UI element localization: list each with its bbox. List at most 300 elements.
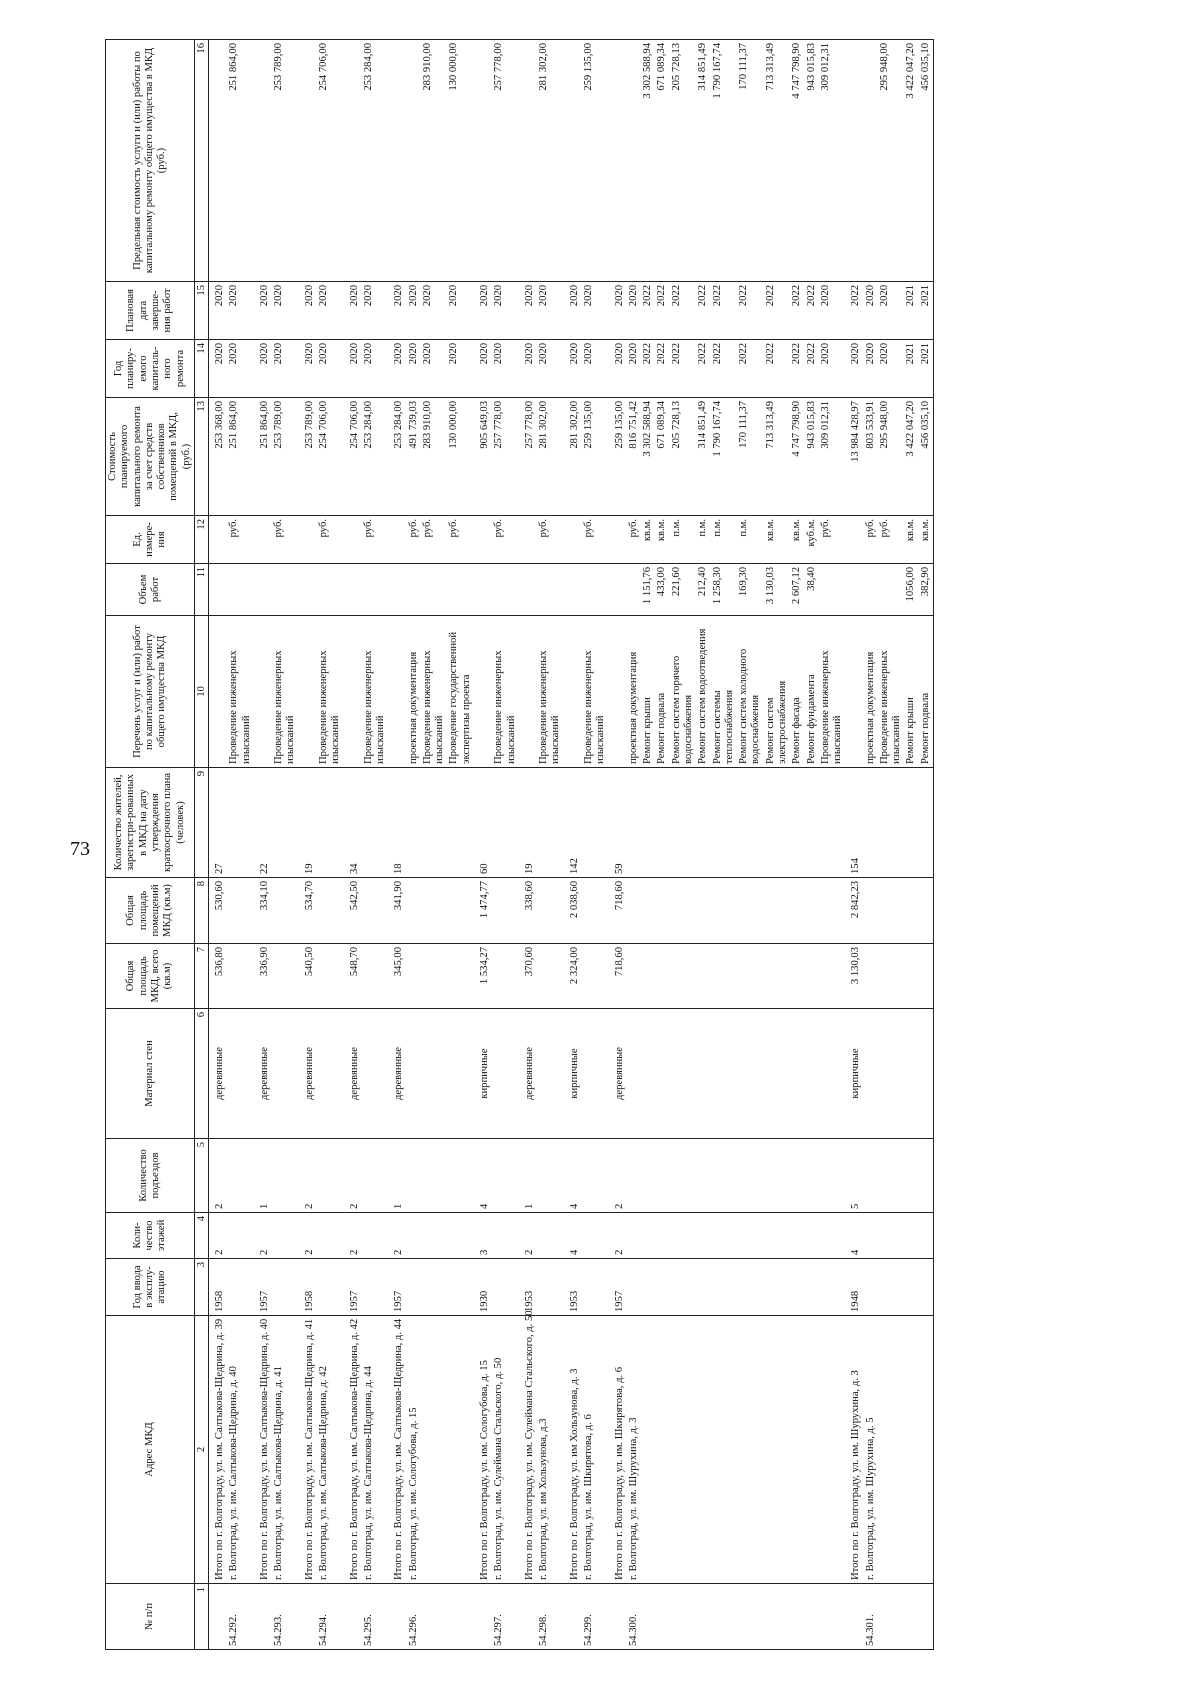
cell-entr [819, 1139, 846, 1213]
cell-limit: 251 864,00 [227, 40, 254, 282]
cell-work-text: Ремонт крыши [905, 697, 917, 764]
cell-limit: 253 789,00 [272, 40, 299, 282]
cell-plany: 2022 [805, 340, 819, 398]
cell-endy: 2020 [421, 282, 448, 340]
cell-floors [711, 1213, 738, 1259]
cell-entr [362, 1139, 389, 1213]
cell-limit [344, 40, 362, 282]
cell-work [737, 616, 764, 768]
cell-year [864, 1259, 878, 1316]
cell-year [582, 1259, 609, 1316]
cell-work-text: проектная документация [864, 651, 876, 764]
cell-res [805, 768, 819, 878]
cell-limit: 1 790 167,74 [711, 40, 738, 282]
cell-plany: 2020 [878, 340, 905, 398]
cell-area [711, 944, 738, 1009]
cell-plany: 2020 [344, 340, 362, 398]
cell-floors [537, 1213, 564, 1259]
cell-addr [388, 1316, 406, 1584]
cell-work-text: Проведение инженерных изысканий [421, 650, 446, 764]
cell-unit: руб. [421, 516, 448, 564]
cell-mat [362, 1009, 389, 1139]
cell-floors [904, 1213, 918, 1259]
cell-res [764, 768, 791, 878]
cell-parea [407, 878, 421, 944]
cell-res: 19 [299, 768, 317, 878]
cell-mat [878, 1009, 905, 1139]
cell-cost: 671 089,34 [655, 398, 669, 516]
cell-unit: руб. [492, 516, 519, 564]
cell-num [737, 1584, 764, 1650]
cell-year [904, 1259, 918, 1316]
cell-parea [819, 878, 846, 944]
cell-area [537, 944, 564, 1009]
cell-area [764, 944, 791, 1009]
cell-mat [764, 1009, 791, 1139]
cell-endy: 2022 [790, 282, 804, 340]
page-number: 73 [70, 838, 90, 860]
cell-endy: 2021 [904, 282, 918, 340]
cell-floors [421, 1213, 448, 1259]
cell-cost: 283 910,00 [421, 398, 448, 516]
cell-addr [254, 1316, 272, 1584]
cell-entr [711, 1139, 738, 1213]
cell-work [317, 616, 344, 768]
cell-year [670, 1259, 697, 1316]
header-cell: Плановая дата заверше-ния работ [106, 282, 195, 340]
cell-addr [805, 1316, 819, 1584]
cell-limit: 314 851,49 [696, 40, 710, 282]
cell-area [864, 944, 878, 1009]
cell-plany: 2022 [696, 340, 710, 398]
cell-addr-text: Итого по г. Волгограду, ул. им Хользунова, д. 3 [568, 1368, 580, 1580]
cell-limit: 130 000,00 [447, 40, 474, 282]
cell-endy: 2020 [407, 282, 421, 340]
cell-plany: 2020 [582, 340, 609, 398]
cell-limit: 4 747 798,90 [790, 40, 804, 282]
cell-limit [407, 40, 421, 282]
cell-mat [790, 1009, 804, 1139]
cell-limit [519, 40, 537, 282]
cell-addr [655, 1316, 669, 1584]
cell-floors [670, 1213, 697, 1259]
cell-vol: 212,40 [696, 564, 710, 616]
cell-entr [421, 1139, 448, 1213]
cell-work-text: Проведение инженерных изысканий [538, 650, 562, 764]
cell-work [696, 616, 710, 768]
cell-parea [919, 878, 934, 944]
cell-year: 1957 [254, 1259, 272, 1316]
cell-unit: руб. [227, 516, 254, 564]
table-row [670, 40, 697, 1650]
cell-unit [208, 516, 227, 564]
cell-addr-text: г. Волгоград, ул. им. Сулеймана Стальского, д. 50 [493, 1357, 505, 1580]
cell-limit [474, 40, 492, 282]
cell-work-text: Ремонт систем водоотведения [697, 628, 709, 764]
cell-res [492, 768, 519, 878]
cell-limit: 281 302,00 [537, 40, 564, 282]
cell-parea: 534,70 [299, 878, 317, 944]
cell-unit: руб. [819, 516, 846, 564]
cell-work-text: Ремонт систем горячего водоснабжения [670, 655, 694, 764]
cell-entr: 1 [254, 1139, 272, 1213]
cell-vol [254, 564, 272, 616]
header-cell: Перечень услуг и (или) работ по капитальному ремонту общего имущества МКД [106, 616, 195, 768]
cell-num: 54.294. [317, 1584, 344, 1650]
cell-work-text: Проведение инженерных изысканий [317, 650, 342, 764]
cell-year [537, 1259, 564, 1316]
table-row [227, 40, 254, 1650]
cell-cost: 281 302,00 [564, 398, 582, 516]
cell-limit: 170 111,37 [737, 40, 764, 282]
table-row [272, 40, 299, 1650]
cell-addr [627, 1316, 641, 1584]
cell-area: 548,70 [344, 944, 362, 1009]
cell-res [711, 768, 738, 878]
cell-mat [582, 1009, 609, 1139]
cell-floors [819, 1213, 846, 1259]
cell-unit: кв.м. [919, 516, 934, 564]
cell-endy: 2020 [864, 282, 878, 340]
cell-plany: 2020 [564, 340, 582, 398]
cell-parea [655, 878, 669, 944]
cell-vol: 169,30 [737, 564, 764, 616]
cell-work [819, 616, 846, 768]
cell-unit: п.м. [711, 516, 738, 564]
cell-res: 22 [254, 768, 272, 878]
cell-unit: кв.м. [641, 516, 655, 564]
cell-res: 142 [564, 768, 582, 878]
cell-year: 1930 [474, 1259, 492, 1316]
cell-work [299, 616, 317, 768]
cell-plany: 2020 [519, 340, 537, 398]
cell-addr-text: Итого по г. Волгограду, ул. им. Сологубова, д. 15 [479, 1360, 491, 1580]
cell-mat [407, 1009, 421, 1139]
cell-year: 1953 [564, 1259, 582, 1316]
cell-cost: 4 747 798,90 [790, 398, 804, 516]
cell-work [790, 616, 804, 768]
cell-entr [790, 1139, 804, 1213]
cell-addr [407, 1316, 421, 1584]
cell-work [655, 616, 669, 768]
cell-unit [609, 516, 627, 564]
cell-entr [696, 1139, 710, 1213]
cell-year [447, 1259, 474, 1316]
table-row [582, 40, 609, 1650]
cell-entr: 4 [474, 1139, 492, 1213]
cell-endy: 2020 [627, 282, 641, 340]
table-row [737, 40, 764, 1650]
cell-unit: руб. [878, 516, 905, 564]
cell-work [421, 616, 448, 768]
cell-work-text: Проведение инженерных изысканий [878, 650, 903, 764]
cell-floors: 2 [609, 1213, 627, 1259]
cell-area: 3 130,03 [845, 944, 863, 1009]
cell-entr [655, 1139, 669, 1213]
cell-work [805, 616, 819, 768]
cell-addr [582, 1316, 609, 1584]
cell-floors: 2 [344, 1213, 362, 1259]
cell-res [537, 768, 564, 878]
cell-addr [272, 1316, 299, 1584]
cell-addr [878, 1316, 905, 1584]
cell-cost: 251 864,00 [254, 398, 272, 516]
cell-endy: 2020 [272, 282, 299, 340]
cell-mat: кирпичные [845, 1009, 863, 1139]
cell-unit: куб.м. [805, 516, 819, 564]
cell-num [641, 1584, 655, 1650]
table-row [537, 40, 564, 1650]
cell-vol [388, 564, 406, 616]
cell-vol [878, 564, 905, 616]
column-number-row [194, 40, 208, 1650]
cell-work-text: Проведение инженерных изысканий [583, 650, 607, 764]
cell-cost: 253 368,00 [208, 398, 227, 516]
cell-addr [492, 1316, 519, 1584]
cell-limit: 3 422 047,20 [904, 40, 918, 282]
cell-plany: 2022 [711, 340, 738, 398]
cell-endy: 2020 [537, 282, 564, 340]
total-row [519, 40, 537, 1650]
cell-plany: 2022 [764, 340, 791, 398]
cell-addr [362, 1316, 389, 1584]
cell-work [864, 616, 878, 768]
cell-addr-text: г. Волгоград, ул. им. Салтыкова-Щедрина, д. 40 [228, 1366, 240, 1580]
cell-floors [641, 1213, 655, 1259]
cell-entr [407, 1139, 421, 1213]
cell-work-text: Ремонт подвала [919, 692, 931, 764]
cell-parea [790, 878, 804, 944]
cell-plany: 2022 [641, 340, 655, 398]
cell-area [447, 944, 474, 1009]
table-row [764, 40, 791, 1650]
cell-year [407, 1259, 421, 1316]
cell-floors: 2 [388, 1213, 406, 1259]
cell-num [670, 1584, 697, 1650]
cell-endy: 2020 [519, 282, 537, 340]
cell-unit [519, 516, 537, 564]
cell-work [537, 616, 564, 768]
cell-floors [790, 1213, 804, 1259]
cell-limit [208, 40, 227, 282]
header-cell: Адрес МКД [106, 1316, 195, 1584]
cell-res [670, 768, 697, 878]
cell-parea [492, 878, 519, 944]
column-number-cell: 9 [194, 768, 208, 878]
cell-cost: 205 728,13 [670, 398, 697, 516]
cell-entr: 4 [564, 1139, 582, 1213]
cell-addr-text: г. Волгоград, ул. им. Салтыкова-Щедрина, д. 42 [317, 1366, 329, 1580]
cell-vol [407, 564, 421, 616]
cell-entr [317, 1139, 344, 1213]
cell-work [344, 616, 362, 768]
cell-parea [904, 878, 918, 944]
header-cell: Количество жителей, зарегистри-рованных в МКД на дату утверждения краткосрочного плана (человек) [106, 768, 195, 878]
cell-res [904, 768, 918, 878]
cell-mat [904, 1009, 918, 1139]
cell-vol [272, 564, 299, 616]
cell-parea [878, 878, 905, 944]
cell-res [407, 768, 421, 878]
cell-endy: 2022 [655, 282, 669, 340]
cell-res [317, 768, 344, 878]
cell-mat [492, 1009, 519, 1139]
cell-area: 1 534,27 [474, 944, 492, 1009]
cell-floors: 2 [299, 1213, 317, 1259]
cell-mat: деревянные [609, 1009, 627, 1139]
cell-work [904, 616, 918, 768]
cell-plany: 2020 [388, 340, 406, 398]
cell-work [878, 616, 905, 768]
cell-vol [317, 564, 344, 616]
cell-work-text: проектная документация [407, 651, 419, 764]
cell-work [845, 616, 863, 768]
cell-parea [670, 878, 697, 944]
cell-vol [519, 564, 537, 616]
cell-mat: кирпичные [474, 1009, 492, 1139]
cell-area [790, 944, 804, 1009]
cell-addr [845, 1316, 863, 1584]
cell-addr-text: г. Волгоград, ул. им. Салтыкова-Щедрина, д. 44 [362, 1366, 374, 1580]
cell-work [627, 616, 641, 768]
cell-plany: 2022 [655, 340, 669, 398]
cell-res [582, 768, 609, 878]
cell-res [627, 768, 641, 878]
cell-floors [919, 1213, 934, 1259]
cell-mat [919, 1009, 934, 1139]
cell-plany: 2020 [537, 340, 564, 398]
cell-limit: 671 089,34 [655, 40, 669, 282]
cell-res [864, 768, 878, 878]
cell-floors: 3 [474, 1213, 492, 1259]
cell-vol: 221,60 [670, 564, 697, 616]
cell-num [474, 1584, 492, 1650]
cell-parea: 338,60 [519, 878, 537, 944]
cell-num [878, 1584, 905, 1650]
cell-vol [362, 564, 389, 616]
cell-area [582, 944, 609, 1009]
total-row [564, 40, 582, 1650]
cell-num [519, 1584, 537, 1650]
cell-floors [492, 1213, 519, 1259]
cell-num [790, 1584, 804, 1650]
cell-parea [227, 878, 254, 944]
cell-addr [317, 1316, 344, 1584]
cell-parea [696, 878, 710, 944]
cell-cost: 295 948,00 [878, 398, 905, 516]
column-number-cell: 6 [194, 1009, 208, 1139]
cell-cost: 309 012,31 [819, 398, 846, 516]
cell-work-text: Ремонт крыши [642, 697, 654, 764]
cell-vol: 3 130,03 [764, 564, 791, 616]
cell-unit: руб. [864, 516, 878, 564]
cell-limit [388, 40, 406, 282]
cell-unit: п.м. [670, 516, 697, 564]
cell-year [819, 1259, 846, 1316]
cell-num [819, 1584, 846, 1650]
cell-vol: 1056,00 [904, 564, 918, 616]
cell-floors [582, 1213, 609, 1259]
table-row [407, 40, 421, 1650]
cell-res: 18 [388, 768, 406, 878]
cell-year [362, 1259, 389, 1316]
cell-mat [696, 1009, 710, 1139]
cell-res: 154 [845, 768, 863, 878]
cell-endy: 2020 [474, 282, 492, 340]
cell-plany: 2020 [254, 340, 272, 398]
cell-work-text: Проведение инженерных изысканий [493, 650, 517, 764]
cell-plany: 2021 [919, 340, 934, 398]
total-row [845, 40, 863, 1650]
cell-vol [344, 564, 362, 616]
cell-endy: 2022 [641, 282, 655, 340]
cell-plany: 2020 [362, 340, 389, 398]
cell-cost: 1 790 167,74 [711, 398, 738, 516]
header-cell: Объем работ [106, 564, 195, 616]
cell-entr [537, 1139, 564, 1213]
cell-unit [299, 516, 317, 564]
cell-num [655, 1584, 669, 1650]
total-row [299, 40, 317, 1650]
cell-entr: 2 [344, 1139, 362, 1213]
cell-work-text: Ремонт систем холодного водоснабжения [738, 648, 762, 764]
cell-mat: деревянные [254, 1009, 272, 1139]
cell-addr [564, 1316, 582, 1584]
cell-year [272, 1259, 299, 1316]
cell-work [227, 616, 254, 768]
cell-limit [254, 40, 272, 282]
cell-endy: 2020 [878, 282, 905, 340]
cell-res [819, 768, 846, 878]
cell-cost: 130 000,00 [447, 398, 474, 516]
cell-parea [582, 878, 609, 944]
cell-addr [227, 1316, 254, 1584]
cell-plany: 2020 [819, 340, 846, 398]
cell-year: 1957 [344, 1259, 362, 1316]
cell-unit: кв.м. [904, 516, 918, 564]
cell-mat [447, 1009, 474, 1139]
cell-limit [864, 40, 878, 282]
cell-entr [227, 1139, 254, 1213]
cell-year [227, 1259, 254, 1316]
cell-cost: 456 035,10 [919, 398, 934, 516]
column-number-cell: 7 [194, 944, 208, 1009]
cell-plany: 2020 [864, 340, 878, 398]
cell-entr [764, 1139, 791, 1213]
cell-limit [845, 40, 863, 282]
cell-work-text: Проведение государственной экспертизы проекта [448, 631, 472, 764]
cell-limit: 205 728,13 [670, 40, 697, 282]
cell-vol [627, 564, 641, 616]
cell-limit: 309 012,31 [819, 40, 846, 282]
cell-floors [407, 1213, 421, 1259]
cell-res [696, 768, 710, 878]
cell-parea [737, 878, 764, 944]
cell-num [421, 1584, 448, 1650]
cell-year: 1953 [519, 1259, 537, 1316]
cell-limit: 456 035,10 [919, 40, 934, 282]
cell-vol [447, 564, 474, 616]
cell-mat [627, 1009, 641, 1139]
cell-num: 54.299. [582, 1584, 609, 1650]
cell-res [655, 768, 669, 878]
cell-cost: 803 533,91 [864, 398, 878, 516]
cell-entr [919, 1139, 934, 1213]
cell-parea: 718,60 [609, 878, 627, 944]
cell-vol: 382,90 [919, 564, 934, 616]
cell-unit [388, 516, 406, 564]
cell-parea: 2 842,23 [845, 878, 863, 944]
